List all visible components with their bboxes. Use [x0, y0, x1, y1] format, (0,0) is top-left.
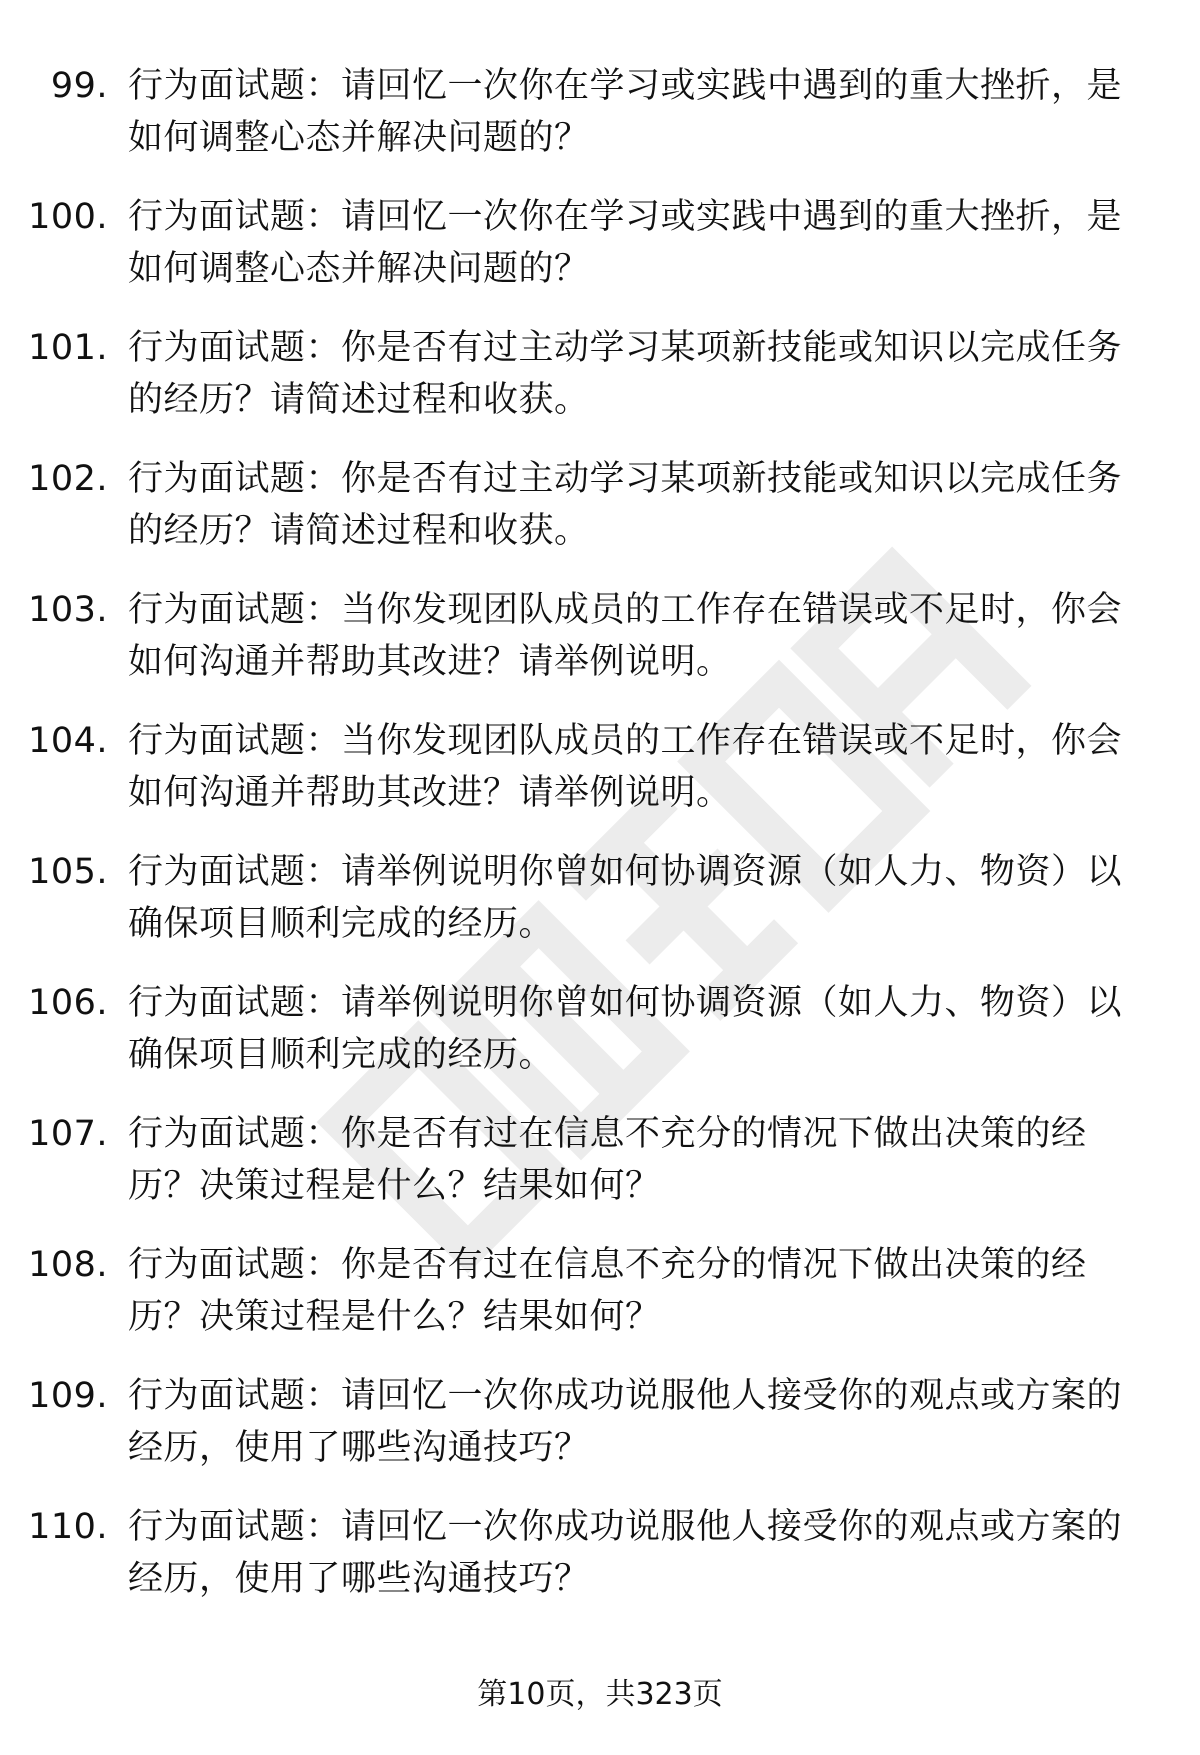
question-number: 99.: [50, 66, 108, 106]
question-number: 100.: [28, 197, 108, 237]
question-number: 109.: [28, 1376, 108, 1416]
question-number: 103.: [28, 590, 108, 630]
question-text: 行为面试题：请回忆一次你成功说服他人接受你的观点或方案的经历，使用了哪些沟通技巧？: [128, 1507, 1123, 1599]
question-number: 110.: [28, 1507, 108, 1547]
question-number: 101.: [28, 328, 108, 368]
question-text: 行为面试题：请回忆一次你在学习或实践中遇到的重大挫折，是如何调整心态并解决问题的？: [128, 197, 1123, 289]
question-text: 行为面试题：请举例说明你曾如何协调资源（如人力、物资）以确保项目顺利完成的经历。: [128, 852, 1123, 944]
question-item: [0, 584, 1200, 715]
question-number: 102.: [28, 459, 108, 499]
page-footer: 第10页，共323页: [477, 1677, 723, 1712]
question-number: 105.: [28, 852, 108, 892]
question-text: 行为面试题：请回忆一次你在学习或实践中遇到的重大挫折，是如何调整心态并解决问题的？: [128, 66, 1123, 158]
question-text: 行为面试题：当你发现团队成员的工作存在错误或不足时，你会如何沟通并帮助其改进？请举例说明。: [128, 590, 1123, 682]
question-number: 107.: [28, 1114, 108, 1154]
question-number: 104.: [28, 721, 108, 761]
question-item: [0, 1239, 1200, 1370]
question-list: [0, 60, 1200, 1632]
question-item: [0, 60, 1200, 191]
question-text: 行为面试题：你是否有过主动学习某项新技能或知识以完成任务的经历？请简述过程和收获。: [128, 328, 1123, 420]
question-item: [0, 1370, 1200, 1501]
question-number: 108.: [28, 1245, 108, 1285]
question-item: [0, 977, 1200, 1108]
question-item: [0, 1501, 1200, 1632]
question-text: 行为面试题：你是否有过在信息不充分的情况下做出决策的经历？决策过程是什么？结果如何？: [128, 1114, 1087, 1206]
question-item: [0, 322, 1200, 453]
question-text: 行为面试题：当你发现团队成员的工作存在错误或不足时，你会如何沟通并帮助其改进？请举例说明。: [128, 721, 1123, 813]
question-item: [0, 1108, 1200, 1239]
question-text: 行为面试题：请举例说明你曾如何协调资源（如人力、物资）以确保项目顺利完成的经历。: [128, 983, 1123, 1075]
question-text: 行为面试题：你是否有过在信息不充分的情况下做出决策的经历？决策过程是什么？结果如何？: [128, 1245, 1087, 1337]
question-item: [0, 191, 1200, 322]
question-item: [0, 846, 1200, 977]
question-text: 行为面试题：请回忆一次你成功说服他人接受你的观点或方案的经历，使用了哪些沟通技巧？: [128, 1376, 1123, 1468]
question-text: 行为面试题：你是否有过主动学习某项新技能或知识以完成任务的经历？请简述过程和收获。: [128, 459, 1123, 551]
question-item: [0, 453, 1200, 584]
question-number: 106.: [28, 983, 108, 1023]
question-item: [0, 715, 1200, 846]
